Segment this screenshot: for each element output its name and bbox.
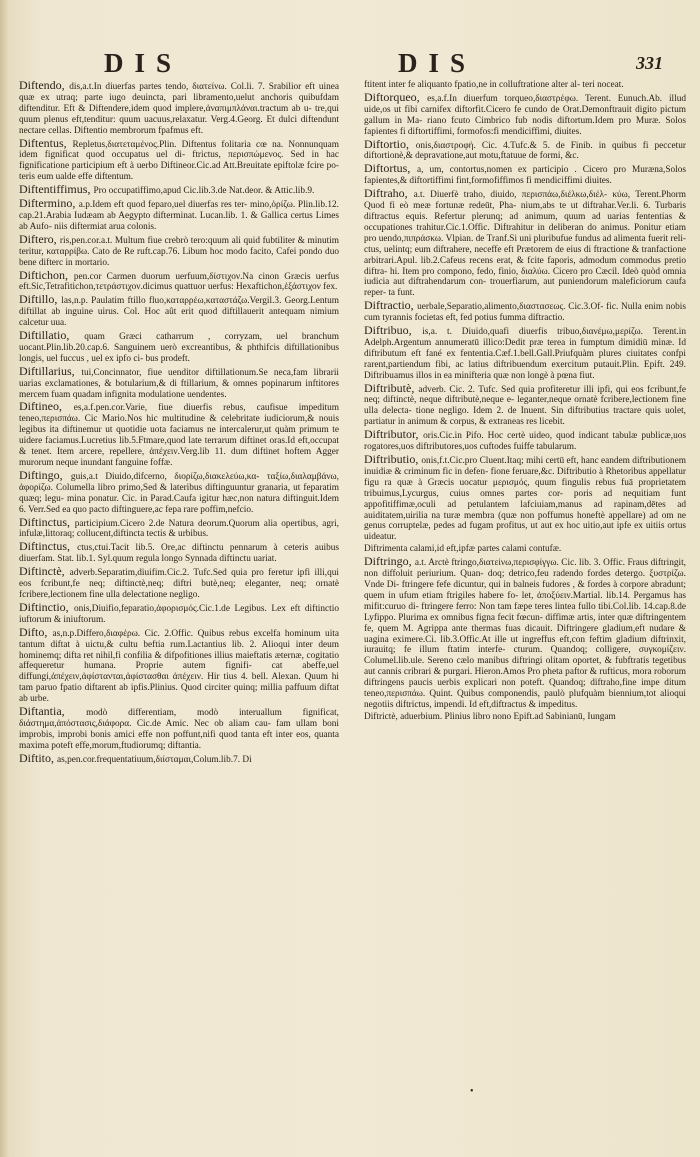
dictionary-entry: [364, 429, 686, 453]
dictionary-entry: [364, 89, 686, 138]
entry-headword: Diftributio,: [364, 452, 422, 466]
dictionary-entry: [19, 294, 339, 329]
entry-headword: Diftortus,: [364, 161, 418, 176]
entry-text: es,a.f.pen.cor.Varie, fiue diuerfis rebus, caufisue impeditum teneo,περισπάω. Cic Mario.Nos hic multitudine & celebritate iudiciorum,& nouis legibus ita diftinemur ut quotidie uota faciamus ne intercalerur,ut quàm primum te uidere faciamus.Lucretius lib.5.Ftmare,quod late terrarum diftinet oras.Id eft,occupat & tenet. Item arcere, repellere, ἀπέχειν.Verg.lib 11. dum diftinet hoftem Agger murorum neque inundant fanguine foffæ.: [19, 403, 339, 468]
entry-headword: Diftendo,: [19, 78, 70, 92]
entry-headword: Diftichon,: [19, 267, 74, 282]
entry-text: as,n.p.Differo,διαφέρω. Cic. 2.Offic. Quibus rebus excelfa hominum uita tantum diftat à uictu,& cultu beftia rum.Lactantius lib. 2. Alioqui inter deum hominemq; difta ret nihil,fi confilia & difpofitiones illius maieftatis æternæ, cogitatio affequeretur humana. Proprie autem fignifi- cat abeffe,uel diffungi,ἀπέχειν,ἀφίστανται,ἀφίστασθαι ἀπέχειν. Hir tius 4. bell. Alexan. Quum hi tam paruo fpatio diftarent ab ipfis.Plinius. Quod circiter quinq; millia paffuum diftat ab urbe.: [19, 628, 339, 705]
running-head-right: DIS: [398, 48, 477, 78]
entry-headword: Diftito,: [19, 750, 57, 765]
dictionary-entry: [19, 80, 339, 137]
entry-text: uerbale,Separatio,alimento,διαστασεως. Cic.3.Of- fic. Nulla enim nobis cum tyrannis focietas eft, fed potius fumma diftractio.: [364, 302, 686, 324]
entry-text: adverb. Cic. 2. Tufc. Sed quia profiteretur illi ipfi, qui eos fcribunt,fe neq; diftinctè, neque diftributè,neque e- leganter,neque ornatè fcribere,lectionem fine ulla delecta- tione negligo. Idem 2. de Inuent. Sin diftributius tractare quis uolet, partiatur in animum & corpus, & extraneas res licebit.: [364, 384, 686, 428]
dictionary-entry: [19, 566, 339, 601]
entry-text: tui,Concinnator, fiue uenditor diftillationum.Se neca,fam librarii uarias exclamationes, & botularium,& di ftillarium, & omnes popinarum inftitores mercem fuam quadam infignita modulatione uendentes.: [19, 367, 339, 400]
entry-headword: Diftinctè,: [19, 564, 70, 579]
entry-headword: Diftillarius,: [19, 363, 82, 378]
dictionary-entry: [19, 198, 339, 233]
entry-headword: Diftentiffimus,: [19, 182, 94, 197]
entry-text: oris.Cic.in Pifo. Hoc certè uideo, quod indicant tabulæ publicæ,uos rogatores,uos diftributores,uos cuftodes fuiffe tabularum.: [364, 431, 686, 453]
dictionary-entry: [19, 267, 339, 294]
dictionary-entry: [19, 624, 339, 705]
entry-headword: Diftermino,: [19, 196, 79, 211]
entry-headword: Diftringo,: [364, 554, 415, 569]
dictionary-entry: [19, 706, 339, 752]
left-column: [19, 80, 339, 767]
entry-headword: Diftinctus,: [19, 539, 78, 554]
entry-text: a.p.Idem eft quod feparo,uel diuerfas res ter- mino,ὁρίζω. Plin.lib.12. cap.21.Arabia Iudæam ab Aegypto difterminat. Lucan.lib. 1. & Gallica certus Limes ab Aufo- niis diftermiat arua colonis.: [19, 200, 339, 232]
dictionary-entry: [19, 401, 339, 468]
dictionary-entry: [19, 514, 340, 541]
entry-text: Repletus,διατεταμένος.Plin. Diftentus folitaria cœ na. Nonnunquam idem fignificat quod occupatus uel di- ftrictus, περισπώμενος. Sed in hac fignificatione participium eft à uerbo Diftineor.Cic.ad Att.Breuitate epiftolæ fcire po- teris eum ualde effe diftentum.: [19, 139, 339, 183]
entry-headword: Diftineo,: [19, 399, 74, 414]
entry-headword: Diftraho,: [364, 186, 414, 201]
running-head-left: DIS: [104, 48, 183, 78]
entry-text: is,a. t. Diuido,quafi diuerfis tribuo,διανέμω,μερίζω. Terent.in Adelph.Argentum annumeratū illico:Dedit præ terea in fumptum dimidiū minæ. Id diftributum eft fané ex fententia.Cæf.1.bell.Gall.Priufquàm plures ciuitates confpi rarent,partiendum fibi, ac latius diftribuendum exercitum putauit.Plin. Epift. 249. Diftribuamus illos in ea minifteria quæ non longè à pœna fiut.: [364, 327, 686, 381]
entry-text: pen.cor Carmen duorum uerfuum,δίστιχον.Na cinon Græcis uerfus eft.Sic,Tetrafitichon,τετράστιχον.dicimus quattuor uerfus: Hexaftichon,ἑξάστιχον fex.: [19, 271, 339, 293]
entry-text: quam Græci catharrum , corryzam, uel branchum uocant.Plin.lib.20.cap.6. Sanguinem uerò excreantibus, & phthifcis diftillationibus longis, uel fuccus , uel ex ipfo ci- bus prodeft.: [19, 332, 339, 364]
right-column: [364, 80, 686, 724]
dictionary-entry: [19, 599, 339, 626]
dictionary-entry: [364, 188, 686, 299]
dictionary-entry: [364, 136, 686, 163]
dictionary-entry: [19, 467, 339, 516]
entry-text: ctus,ctui.Tacit lib.5. Ore,ac diftinctu pennarum à ceteris auibus diuerfam. Stat. lib.1. Syl.quum regula longo Synnada diftinctu uariat.: [19, 543, 339, 565]
page-dot-mark: •: [470, 1086, 474, 1097]
dictionary-entry: [19, 363, 339, 401]
entry-headword: Diftribuo,: [364, 323, 423, 338]
entry-headword: Diftentus,: [19, 135, 73, 150]
dictionary-entry: [19, 750, 339, 766]
entry-text: adverb.Separatim,diuifim.Cic.2. Tufc.Sed quia pro feretur ipfi illi,qui eos fcribunt,fe neq; diftinctè,neq; diftri butè,neq; eleganter, neq; ornatè fcribere,lectionem fine ulla delectatione negligo.: [19, 568, 339, 600]
dictionary-entry: [364, 556, 686, 711]
dictionary-entry: [19, 135, 339, 184]
entry-text: modò differentiam, modò interuallum fignificat, διάστημα,ἀπόστασις,διάφορα. Cic.de Amic. Nec ob aliam cau- fam ullam boni improbis, improbi bonis amici effe non poffunt,nifi quod tanta eft inter eos, quanta maxima poteft effe,morum,ftudiorumq; diftantia.: [19, 708, 339, 751]
entry-headword: Diftillatio,: [19, 328, 85, 343]
entry-headword: Diftantia,: [19, 704, 87, 719]
dictionary-entry: [364, 380, 686, 429]
entry-text: onis,Diuifio,feparatio,ἀφορισμός.Cic.1.de Legibus. Lex eft diftinctio iuftorum & iniuftorum.: [19, 603, 339, 625]
entry-headword: Diftractio,: [364, 298, 418, 313]
page-number: 331: [636, 53, 663, 73]
entry-text: a, um, contortus,nomen ex participio . Cicero pro Muræna,Solos fapientes,& diftortiffimi fint,formofiffimos fi mendiciffimi diuites.: [364, 165, 686, 187]
entry-text: guis,a.t Diuido,difcerno, διορίζω,διακελεύω,κα- ταξίω,διαλαμβάνω, ἀφορίζω. Columella libro primo,Sed & lateribus diftinguuntur granaria, ut feparatim quæq; legu- mina ponatur. Cic. in Parad.Caufa igitur hæc,non natura diftinguit.Idem 6. Verr.Sed ea quo pacto diftinguere,ac fepa rare poffim,nefcio.: [19, 471, 339, 515]
dictionary-entry: [364, 163, 686, 187]
entry-headword: Difto,: [19, 624, 53, 639]
entry-headword: Diftributor,: [364, 427, 424, 442]
entry-text: as,pen.cor.frequentatiuum,διίσταμαι,Colum.lib.7. Di: [57, 754, 252, 765]
entry-text: es,a.f.In diuerfum torqueo,διαστρέφω. Terent. Eunuch.Ab. illud uide,os ut fibi carnifex diftorfit.Cicero fe cundo de Orat.Demonftrauit digito pictum gallum in Ma- riano fcuto Cimbrico fub nodis diftortum.Idem pro Muræ. Solos fapientes fi diftortiffimi, formofos:fi mendiciffimi, diuites.: [364, 93, 686, 137]
entry-headword: Diftinctus,: [19, 514, 75, 529]
dictionary-entry: [19, 231, 340, 269]
entry-text: Pro occupatiffimo,apud Cic.lib.3.de Nat.deor. & Attic.lib.9.: [93, 186, 315, 197]
entry-headword: Diftillo,: [19, 292, 62, 307]
entry-text: participium.Cicero 2.de Natura deorum.Quorum alia opertibus, agri, infulæ,littoraq; collucent,diftincta tectis & urbibus.: [19, 518, 340, 540]
dictionary-entry: [364, 300, 686, 324]
entry-text: ftitent inter fe aliquanto fpatio,ne in colluftratione alter al- teri noceat.: [364, 80, 624, 90]
dictionary-entry: [19, 330, 339, 365]
entry-headword: Diftortio,: [364, 136, 416, 151]
entry-text: dis,a.t.In diuerfas partes tendo, διατείνω. Col.li. 7. Srabilior eft uinea quæ ex utraq; parte iugo deuincta, pari libramento,uelut anchoris quibufdam diftenditur. Eft & Diftendere,idem quod implere,ἀναπιμπλάναι.tractum ab u- tre,qui quum plenus eft,tenditur: quum uacuus,relaxatur. Verg.4.Georg. Et dulci diftendunt nectare cellas. Diftentio membrorum fpafmus eft.: [19, 82, 340, 136]
entry-headword: Diftorqueo,: [364, 89, 428, 104]
entry-text: las,n.p. Paulatim ftillo fluo,καταρρέω,καταστάζω.Vergil.3. Georg.Lentum diftillat ab inguine uirus. Col. Hoc aût erit quod diftillauerit antequam nimium calcetur uua.: [19, 296, 339, 329]
entry-text: onis,f.t.Cic.pro Cluent.Itaq; mihi certū eft, hanc eandem diftributionem inuidiæ & criminum fic in defen- fione feruare,&c. Diftributio à Rhetoribus appellatur figu ra quæ à Græcis uocatur μερισμός, quum fingulis rebus fuā proprietatem tribuimus,Lycurgus, cuius omnes partes cor- poris ad nequitiam funt appofitiffimæ,oculi ad petulantem lafciuiam,manus ad rapinam,dētes ad auiditatem,uirilia na turæ membra (quæ non poffumus honeftè appellare) ad om ne genus corruptelæ, pedes ad fugam profitus, ut aut ex hoc uitio,aut ipfe ex uitiis ortus uideatur.: [364, 456, 687, 543]
entry-headword: Diftero,: [19, 231, 60, 246]
entry-text: ris,pen.cor.a.t. Multum fiue crebrò tero:quum ali quid fubtiliter & minutim teritur, καταρρίβω. Cato de Re ruft.cap.76. Libum hoc modo facito, Cafei pondo duo bene difterc in mortario.: [19, 235, 340, 268]
dictionary-entry: [364, 454, 686, 543]
entry-headword: Diftributè,: [364, 380, 419, 395]
dictionary-entry: [364, 712, 686, 723]
entry-headword: Diftingo,: [19, 467, 71, 482]
entry-text: onis,διαστροφή. Cic. 4.Tufc.& 5. de Finib. in quibus fi peccetur diftortionè,& depravatione,aut motu,ftatuue de formi, &c.: [364, 140, 686, 162]
entry-text: Diftrimenta calami,id eft,ipfæ partes calami contufæ.: [364, 544, 562, 555]
entry-headword: Diftinctio,: [19, 599, 74, 614]
dictionary-entry: [364, 325, 686, 382]
dictionary-entry: [19, 541, 339, 565]
entry-text: Diftrictè, aduerbium. Plinius libro nono Epift.ad Sabinianū, Iungam: [364, 711, 616, 722]
entry-text: a.t. Arctè ftringo,διατείνω,περισφίγγω. Cic. lib. 3. Offic. Fraus diftringit, non diffoluit periurium. Quan- doq; detrico,feu radendo fordes detergo. ξυστρίζω. Vnde Di- ftringere fefe dicuntur, qui in balneis fudores , & fordes à corpore abradunt; quem in ufum etiam ftrigiles habere fo- let, ἀποξύειν.Martial. lib.14. Pergamus has mifit:curuo di- ftringere ferro: Non tam fæpe teres lintea fullo tibi.Col.lib. 14.cap.8.de Lyfippo. Plurima ex omnibus figna fecit fœcun- diffimæ artis, inter quæ diftringentem fe, quem M. Agrippa ante thermas fuas dicauit. Diftringere gladium,eft nudare & uagina eximere.Ci. lib.3.Offic.At ille ut ingreffus eft,con feftim gladium diftrinxit, iurauitq; fe illum ftatim interfe- cturum. Quandoq; colligere, συγκομίζειν. Columel.lib.ule. Sereno cælo manibus diftringi olitam oportet, & fubftratis tegetibus aut cannis cribrari & purgari. Hieron.Amos Pro pheta paftor & rufticus, mora roborum diftringens paucis uerbis explicari non poteft. Quandoq; diftraho,fine impe ditum teneo,περισπάω. Quint. Quibus componendis, paulò plufquàm biennium,tot alioqui negotiis diftrictus, impendi. Id eft,diftractus & impeditus.: [364, 558, 686, 710]
page-binding-edge: [0, 0, 10, 1157]
entry-text: a.t. Diuerfè traho, diuido, περισπάω,διέλκω,διέλ- κύω, Terent.Phorm Quod fi eò meæ fortunæ redeūt, Pha- nium,abs te ut diftrahar.Ver.li. 6. Turbaris diftractus equis. Refertur plerunq; ad animum, quum ad uarias fententias & occupationes trahitur.Cic.1.Offic. Diftrahitur in deliberan do animus. Ponitur etiam pro uendo,πιπράσκω. Vlpian. de Tranf.Si uni pluribufue fundus ad alimenta fuerit reli- ctus, uelintq; eum diftrahere, neceffe eft Prætorem de eius di ftractione & tranfactione arbitrari.Apul. lib.2.Cafeus recens erat, & fcite faporis, admodum commodus pretio diftra- hi. Item pro compono, fedo, finio, διαλύω. Cicero pro Cæcil. Ideò quòd omnia iudicia aut diftrahendarum con- trouerfiarum, aut puniendorum maleficiorum caufa reper- ta funt.: [364, 190, 687, 299]
